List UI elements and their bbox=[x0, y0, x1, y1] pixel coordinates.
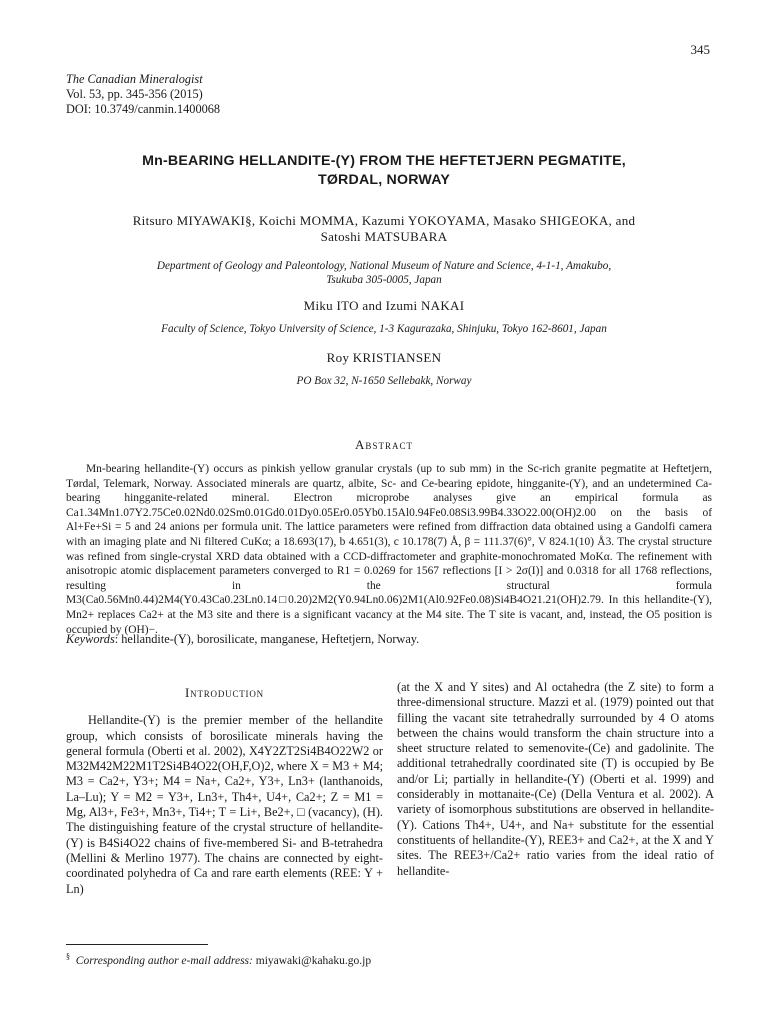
keywords-text: hellandite-(Y), borosilicate, manganese, Heftetjern, Norway. bbox=[121, 632, 420, 646]
author-list-2 bbox=[70, 298, 698, 314]
footnote-label: Corresponding author e-mail address bbox=[75, 955, 250, 967]
affiliation-3-line-1: PO Box 32, N-1650 Sellebakk, Norway bbox=[296, 375, 472, 387]
right-column bbox=[397, 680, 714, 879]
author-list-3 bbox=[70, 350, 698, 366]
journal-volume: Vol. 53, pp. 345-356 (2015) bbox=[66, 87, 203, 101]
affiliation-3 bbox=[95, 374, 673, 388]
introduction-left-text: Hellandite-(Y) is the premier member of the hellandite group, which consists of borosilicate minerals having the general formula (Oberti et al. 2002), X4Y2ZT2Si4B4O22W2 or M32M42M22M1T2Si4B4O22(OH,F,O)2, where X = M3 + M4; M3 = Ca2+, Y3+; M4 = Na+, Ca2+, Y3+, Ln3+ (lanthanoids, La–Lu); Y = M2 = Y3+, Ln3+, Th4+, U4+, Ca2+; Z = M1 = Mg, Al3+, Fe3+, Mn3+, Ti4+; T = Li+, Be2+, □ (vacancy), (H). The distinguishing feature of the crystal structure of hellandite-(Y) is B4Si4O22 chains of five-membered Si- and B-tetrahedra (Mellini & Merlino 1977). The chains are connected by eight-coordinated polyhedra of Ca and rare earth elements (REE: Y + Ln) bbox=[66, 713, 383, 896]
affiliation-1-line-1: Department of Geology and Paleontology, National Museum of Nature and Science, 4-1-1, Amakubo, bbox=[156, 260, 612, 272]
authors-3-line-1: Roy KRISTIANSEN bbox=[326, 350, 442, 365]
keywords-label: Keywords bbox=[66, 632, 115, 646]
footnote-email: miyawaki@kahaku.go.jp bbox=[255, 955, 372, 967]
authors-line-2: Satoshi MATSUBARA bbox=[320, 229, 448, 244]
abstract-heading: Abstract bbox=[355, 437, 413, 452]
affiliation-1 bbox=[95, 259, 673, 287]
footnote-divider bbox=[66, 944, 208, 945]
affiliation-2-line-1: Faculty of Science, Tokyo University of Science, 1-3 Kagurazaka, Shinjuku, Tokyo 162-8601, Japan bbox=[161, 323, 607, 335]
abstract-text: Mn-bearing hellandite-(Y) occurs as pinkish yellow granular crystals (up to sub mm) in the Sc-rich granite pegmatite at Heftetjern, Tørdal, Telemark, Norway. Associated minerals are quartz, albite, Sc- and Ce-bearing epidote, hingganite-(Y), and an undetermined Ca-bearing hingganite-related mineral. Electron microprobe analyses give an empirical formula as Ca1.34Mn1.07Y2.75Ce0.02Nd0.02Sm0.01Gd0.01Dy0.05Er0.05Yb0.15Al0.94Fe0.08Si3.99B4.33O22.00(OH)2.00 on the basis of Al+Fe+Si = 5 and 24 anions per formula unit. The lattice parameters were refined from diffraction data obtained using a Gandolfi camera with an imaging plate and Ni filtered CuKα; a 18.693(17), b 4.651(3), c 10.178(7) Å, β = 111.37(6)°, V 824.1(10) Å3. The crystal structure was refined from single-crystal XRD data obtained with a CCD-diffractometer and graphite-monochromated MoKα. The refinement with anisotropic atomic displacement parameters converged to R1 = 0.0269 for 1567 reflections [I > 2σ(I)] and 0.0318 for all 1768 reflections, resulting in the structural formula M3(Ca0.56Mn0.44)2M4(Y0.43Ca0.23Ln0.14□0.20)2M2(Y0.94Ln0.06)2M1(Al0.92Fe0.08)Si4B4O21.21(OH)2.79. In this hellandite-(Y), Mn2+ replaces Ca2+ at the M3 site and there is a significant vacancy at the M4 site. The T site is vacant, and, instead, the O5 position is occupied by (OH)−. bbox=[66, 463, 712, 636]
introduction-right-text: (at the X and Y sites) and Al octahedra (the Z site) to form a three-dimensional structure. Mazzi et al. (1979) pointed out that filling the vacant site tetrahedrally surrounded by 4 O atoms between the chains would transform the chain structure into a sheet structure related to semenovite-(Ce) and gadolinite. The additional tetrahedrally coordinated site (T) is occupied by Be and/or Li; partially in hellandite-(Y) (Oberti et al. 1999) and considerably in mottanaite-(Ce) (Della Ventura et al. 2002). A variety of isomorphous substitutions are observed in hellandite-(Y). Cations Th4+, U4+, and Na+ substitute for the essential constituents of hellandite-(Y), REE3+ and Ca2+, at the X and Y sites. The REE3+/Ca2+ ratio varies from the ideal ratio of hellandite- bbox=[397, 680, 714, 878]
page-number: 345 bbox=[690, 42, 710, 57]
left-column bbox=[66, 680, 383, 897]
footnote: § Corresponding author e-mail address: miyawaki@kahaku.go.jp bbox=[66, 952, 372, 967]
journal-info bbox=[66, 72, 220, 117]
journal-name: The Canadian Mineralogist bbox=[66, 72, 203, 86]
title-line-2: TØRDAL, NORWAY bbox=[317, 172, 451, 188]
title-line-1: Mn-BEARING HELLANDITE-(Y) FROM THE HEFTETJERN PEGMATITE, bbox=[142, 153, 626, 169]
footnote-mark: § bbox=[66, 952, 71, 962]
authors-2-line-1: Miku ITO and Izumi NAKAI bbox=[303, 298, 465, 313]
authors-line-1: Ritsuro MIYAWAKI§, Koichi MOMMA, Kazumi YOKOYAMA, Masako SHIGEOKA, and bbox=[132, 213, 636, 228]
affiliation-2 bbox=[95, 322, 673, 336]
introduction-heading: Introduction bbox=[185, 685, 264, 700]
article-title bbox=[40, 152, 728, 190]
keywords: Keywords: hellandite-(Y), borosilicate, manganese, Heftetjern, Norway. bbox=[66, 632, 420, 646]
author-list-1 bbox=[70, 213, 698, 245]
journal-doi: DOI: 10.3749/canmin.1400068 bbox=[66, 102, 221, 116]
affiliation-1-line-2: Tsukuba 305-0005, Japan bbox=[326, 274, 442, 286]
